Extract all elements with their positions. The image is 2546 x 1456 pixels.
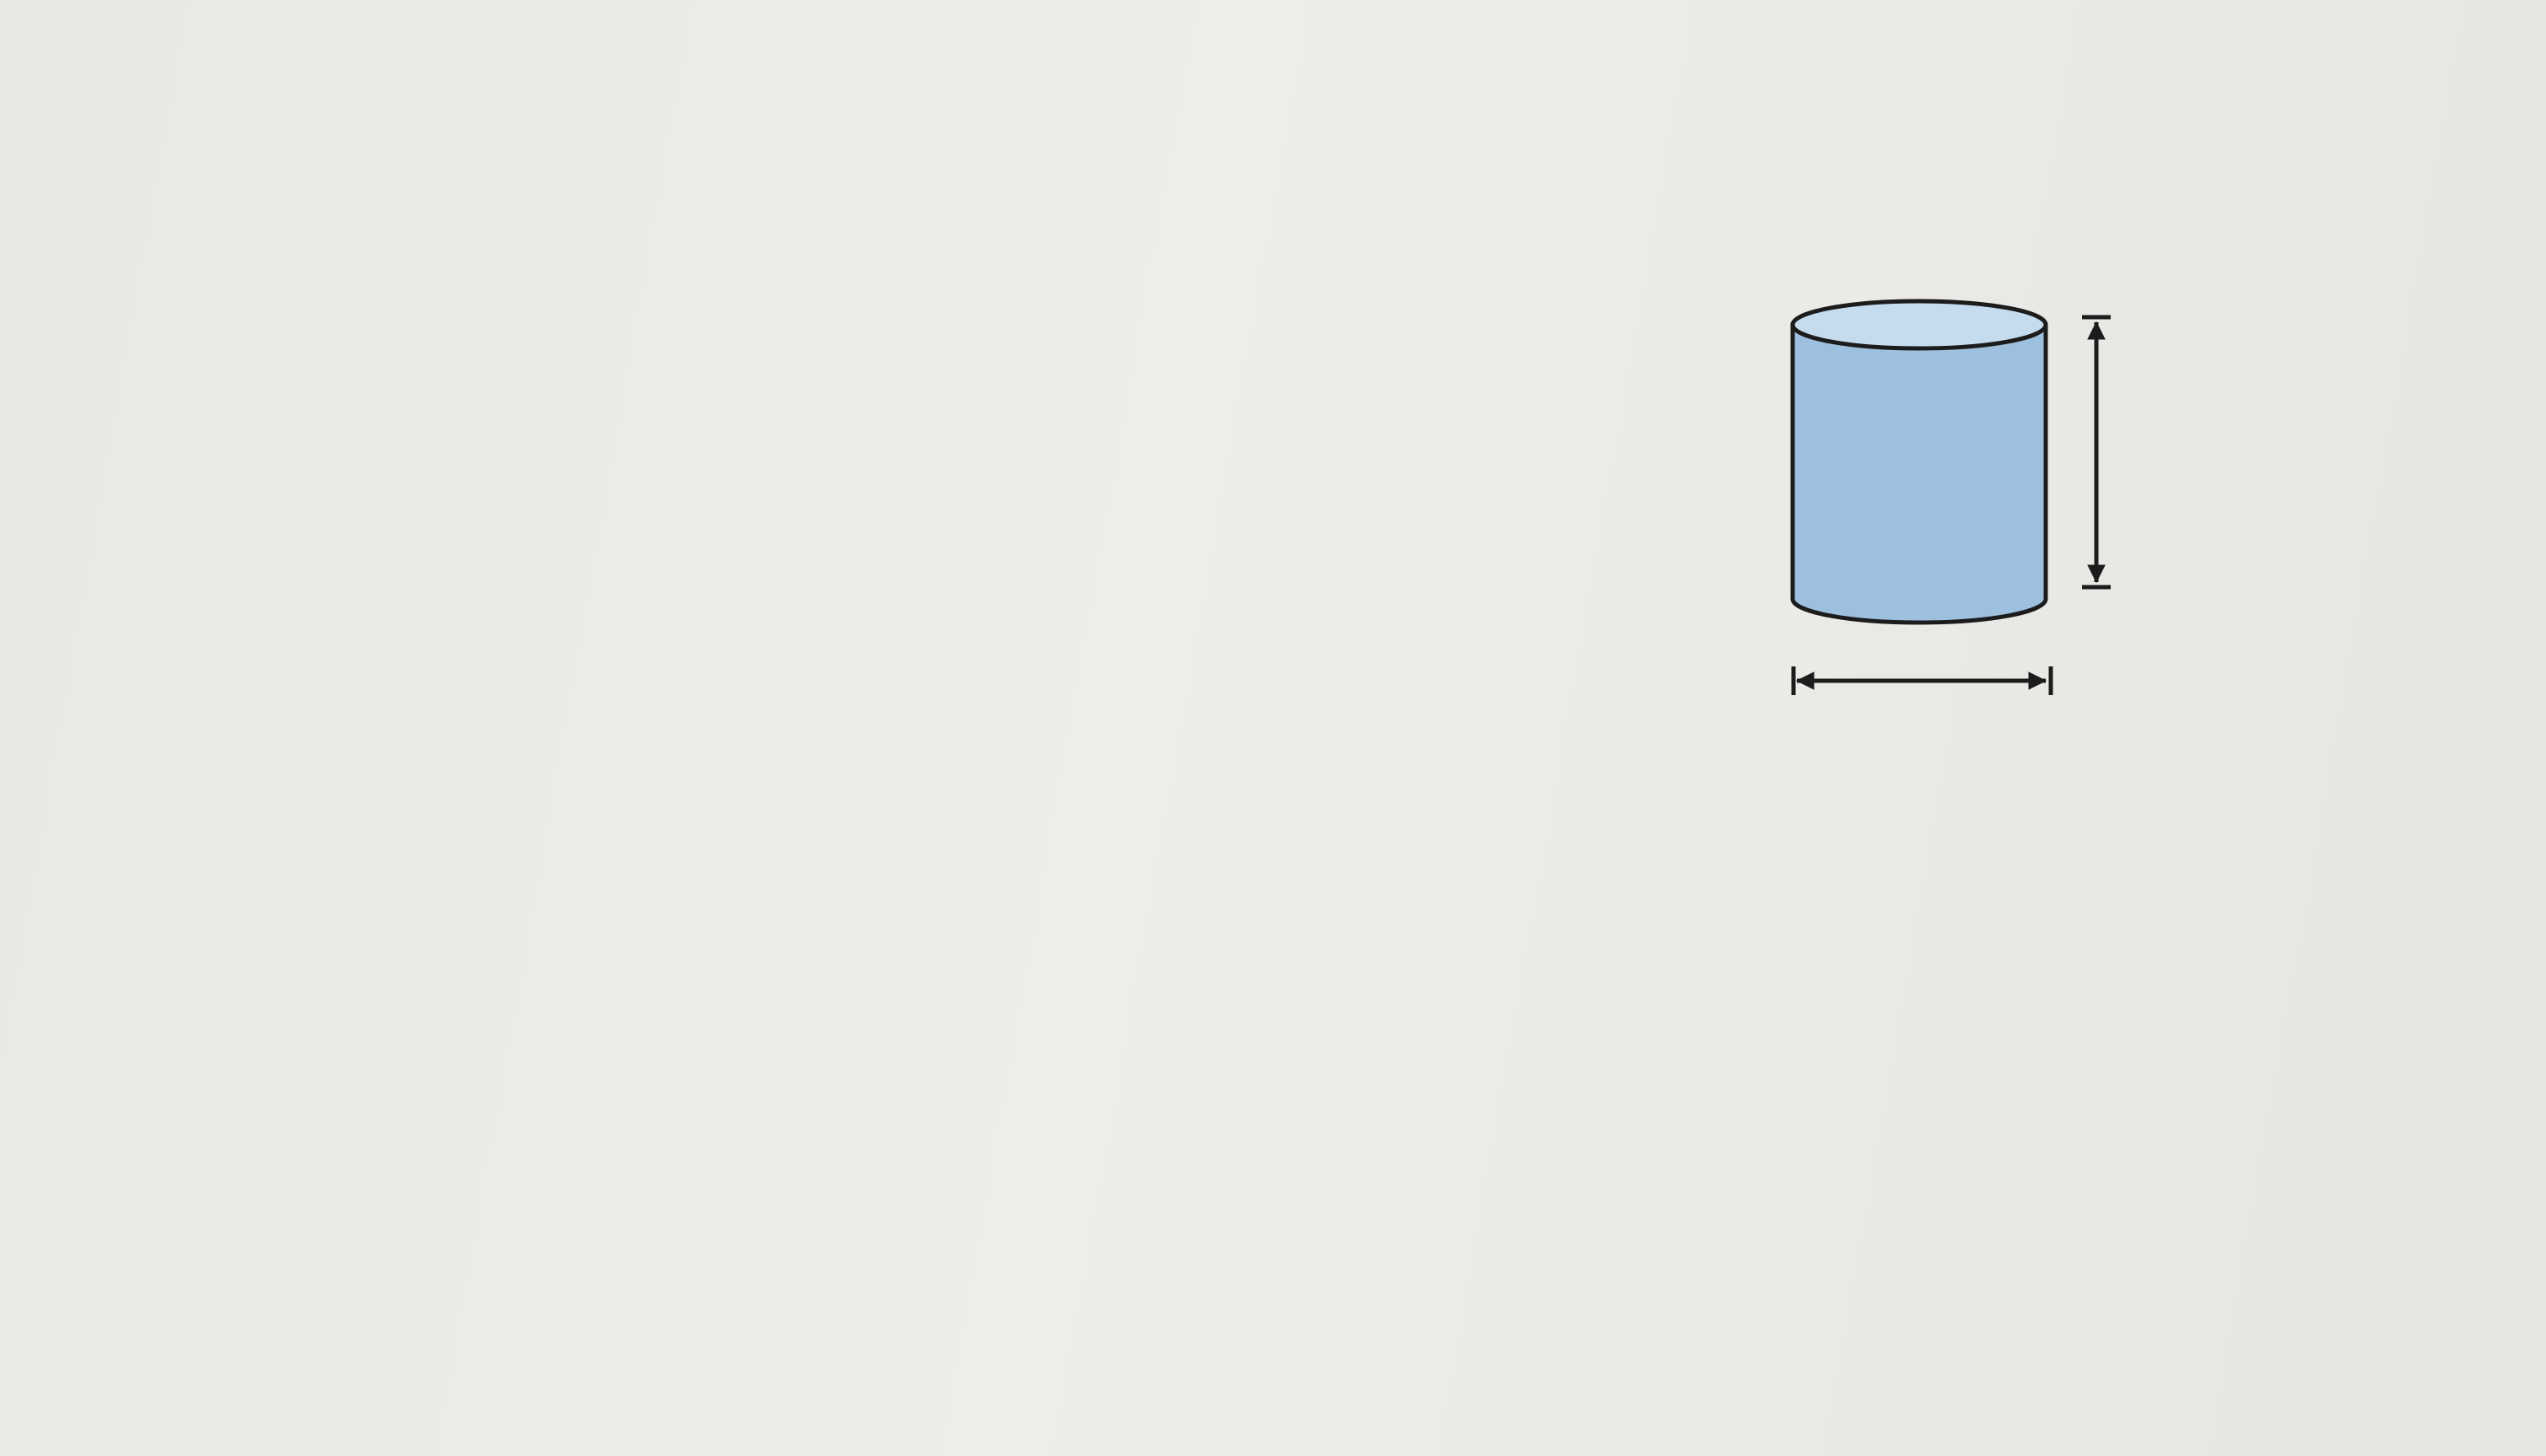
diameter-arrow	[1794, 666, 2051, 695]
cylinder-top	[1793, 301, 2046, 348]
cylinder-body	[1793, 325, 2046, 623]
height-arrow	[2082, 317, 2111, 587]
cylinder-diagram	[1772, 278, 2328, 785]
